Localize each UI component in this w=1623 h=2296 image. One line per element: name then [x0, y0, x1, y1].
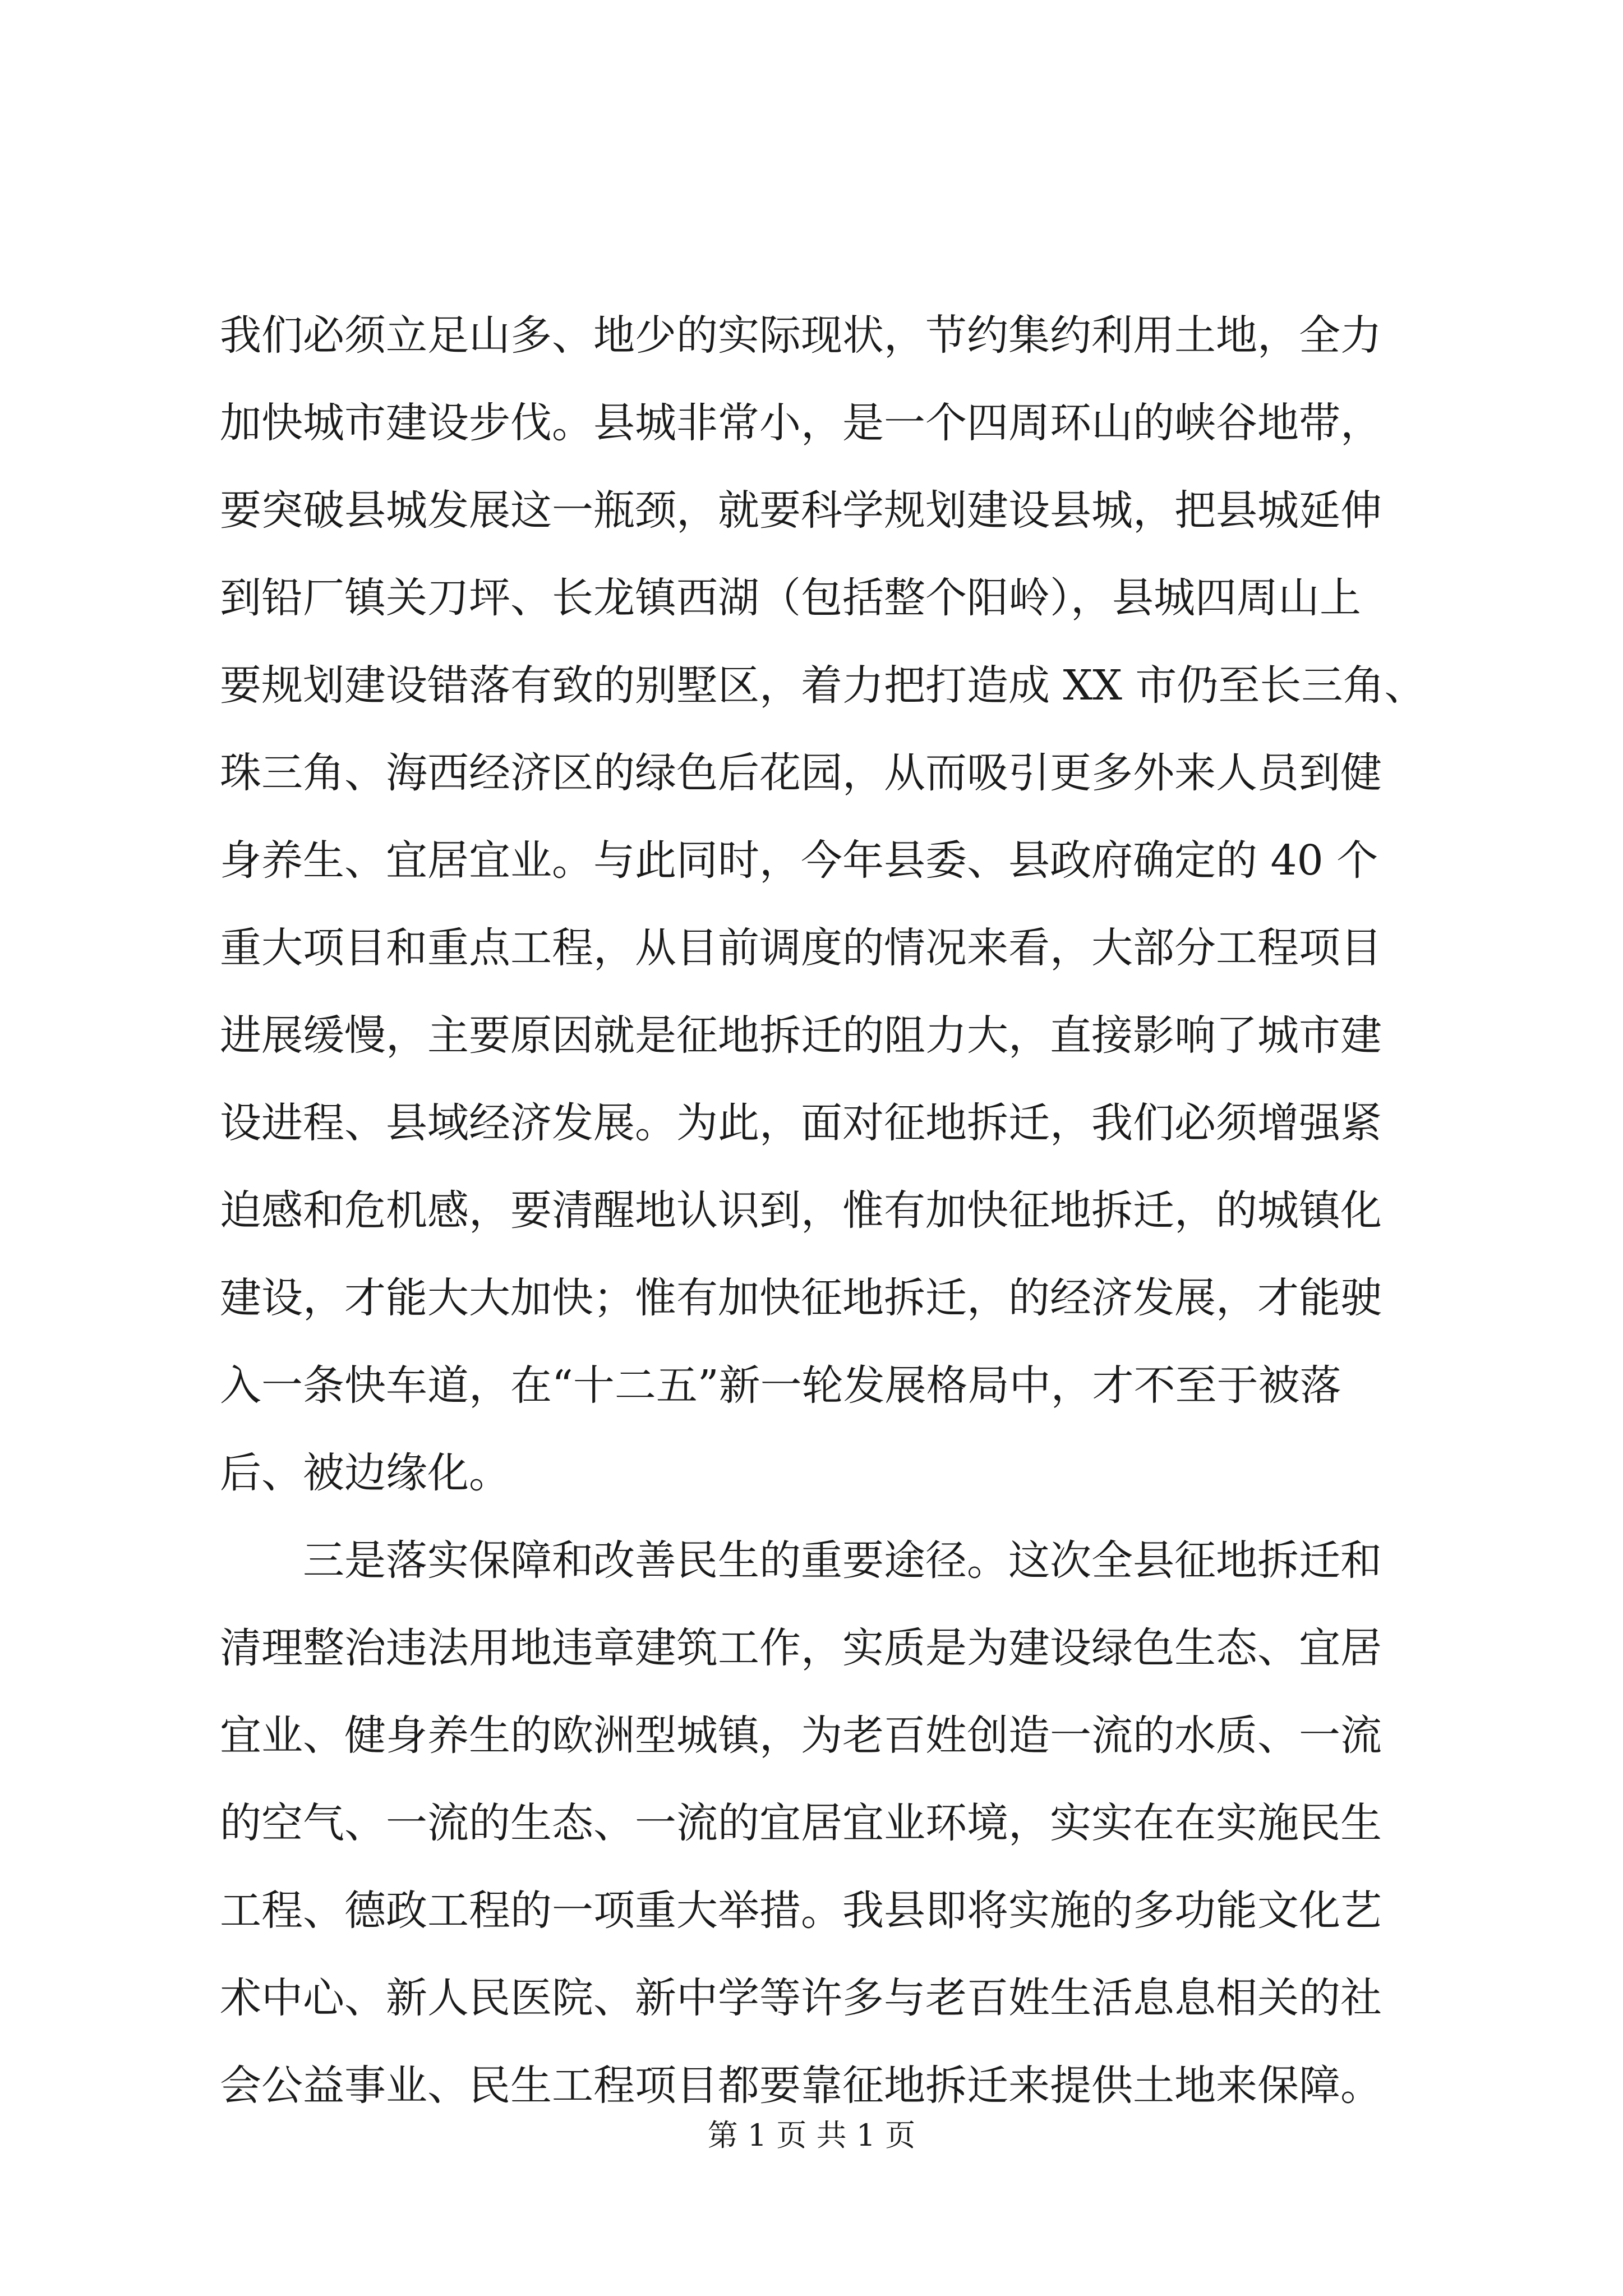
text-line: 术中心、新人民医院、新中学等许多与老百姓生活息息相关的社	[220, 1974, 1382, 2022]
text-line: 珠三角、海西经济区的绿色后花园，从而吸引更多外来人员到健	[220, 749, 1382, 797]
text-line: 迫感和危机感，要清醒地认识到，惟有加快征地拆迁，的城镇化	[220, 1186, 1382, 1235]
text-line: 我们必须立足山多、地少的实际现状，节约集约利用土地，全力	[220, 311, 1382, 360]
text-line: 加快城市建设步伐。县城非常小，是一个四周环山的峡谷地带，	[220, 399, 1382, 447]
text-line: 清理整治违法用地违章建筑工作，实质是为建设绿色生态、宜居	[220, 1624, 1382, 1672]
body-text	[220, 292, 1426, 2129]
text-line: 要规划建设错落有致的别墅区，着力把打造成 XX 市仍至长三角、	[220, 661, 1426, 710]
page-number-label: 第 1 页 共 1 页	[707, 2118, 916, 2153]
text-line: 设进程、县域经济发展。为此，面对征地拆迁，我们必须增强紧	[220, 1099, 1382, 1147]
text-line: 会公益事业、民生工程项目都要靠征地拆迁来提供土地来保障。	[220, 2062, 1382, 2110]
text-line: 宜业、健身养生的欧洲型城镇，为老百姓创造一流的水质、一流	[220, 1711, 1382, 1760]
page-footer	[0, 2116, 1623, 2155]
text-line: 身养生、宜居宜业。与此同时，今年县委、县政府确定的 40 个	[220, 836, 1378, 885]
text-line: 后、被边缘化。	[220, 1449, 510, 1497]
text-line: 建设，才能大大加快；惟有加快征地拆迁，的经济发展，才能驶	[220, 1274, 1382, 1322]
text-line: 要突破县城发展这一瓶颈，就要科学规划建设县城，把县城延伸	[220, 486, 1382, 535]
text-line: 重大项目和重点工程，从目前调度的情况来看，大部分工程项目	[220, 924, 1382, 972]
text-line: 进展缓慢，主要原因就是征地拆迁的阻力大，直接影响了城市建	[220, 1011, 1382, 1060]
text-line: 到铅厂镇关刀坪、长龙镇西湖（包括整个阳岭），县城四周山上	[220, 574, 1361, 622]
text-line: 工程、德政工程的一项重大举措。我县即将实施的多功能文化艺	[220, 1887, 1382, 1935]
text-line: 入一条快车道，在“十二五”新一轮发展格局中，才不至于被落	[220, 1361, 1341, 1410]
text-line: 三是落实保障和改善民生的重要途径。这次全县征地拆迁和	[220, 1536, 1382, 1585]
text-line: 的空气、一流的生态、一流的宜居宜业环境，实实在在实施民生	[220, 1799, 1382, 1847]
